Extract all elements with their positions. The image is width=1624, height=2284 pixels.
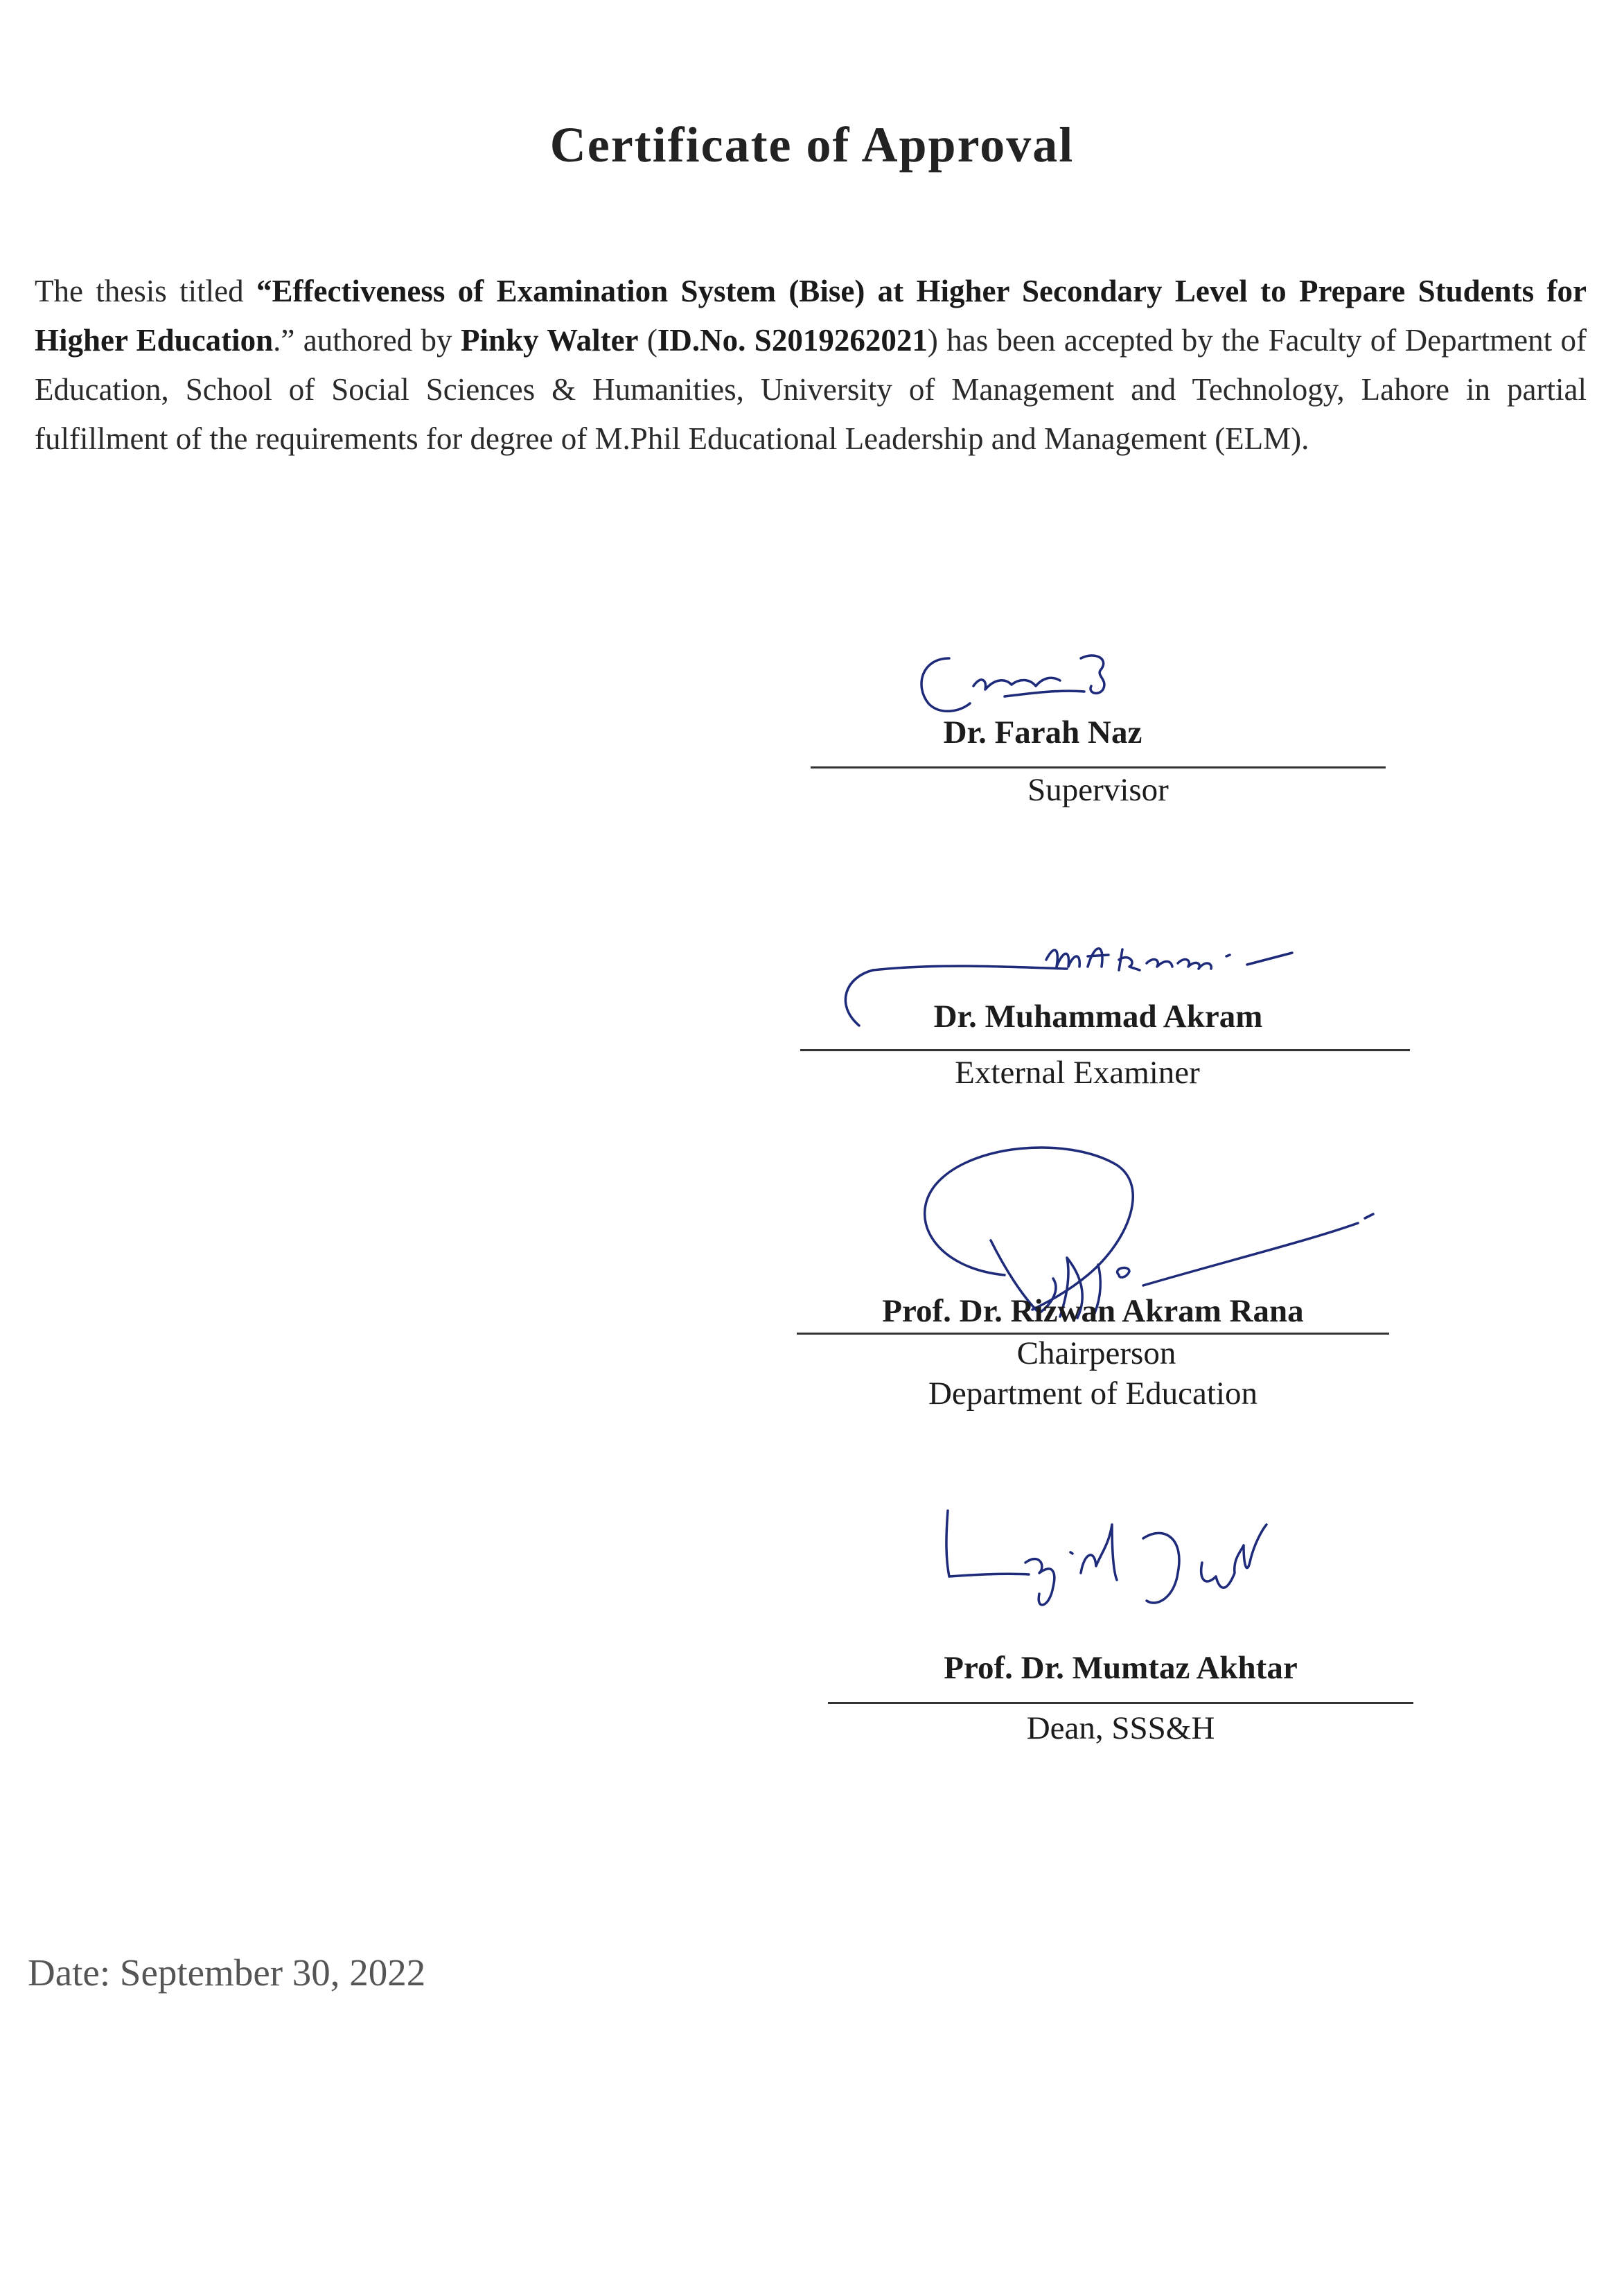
signatory-muhammad-akram: [800, 998, 1410, 1091]
thesis-title: “Effectiveness of Examination System (Bise) at Higher Secondary Level to Prepare Students for Higher Education: [35, 274, 1587, 358]
signatory-name: Dr. Farah Naz: [943, 714, 1142, 750]
signatory-role: Chairperson: [1016, 1335, 1176, 1371]
signatory-role: External Examiner: [955, 1055, 1200, 1091]
signatory-name: Prof. Dr. Rizwan Akram Rana: [882, 1293, 1304, 1329]
signature-line: [800, 1049, 1410, 1051]
signatory-department: Department of Education: [928, 1376, 1258, 1412]
signatory-name: Dr. Muhammad Akram: [933, 999, 1263, 1035]
signature-line: [811, 766, 1386, 768]
paragraph-part-3: (: [638, 323, 657, 358]
signatory-role: Supervisor: [1027, 772, 1169, 808]
signatory-role: Dean, SSS&H: [1026, 1710, 1215, 1746]
signatory-name: Prof. Dr. Mumtaz Akhtar: [944, 1650, 1298, 1686]
paragraph-part-2: .” authored by: [273, 323, 461, 358]
student-id: ID.No. S2019262021: [657, 323, 928, 358]
signature-mumtaz-akhtar: [935, 1497, 1379, 1635]
certificate-title: Certificate of Approval: [549, 117, 1075, 173]
signatory-rizwan-akram-rana: [797, 1292, 1389, 1412]
paragraph-part-4: ) has been accepted by the Faculty of Department of Education, School of Social Sciences & Humanities, University of Management and Technology, Lahore in partial fulfillment of the requirements for degree of M.Phil Educational Leadership and Management (ELM).: [35, 323, 1587, 456]
certificate-paragraph: [35, 267, 1587, 464]
approval-date: Date: September 30, 2022: [28, 1951, 426, 1994]
signature-line: [828, 1702, 1413, 1704]
signatory-farah-naz: [811, 714, 1386, 809]
author-name: Pinky Walter: [460, 323, 639, 358]
signatory-mumtaz-akhtar: [828, 1649, 1413, 1747]
paragraph-part-1: The thesis titled: [35, 274, 256, 308]
